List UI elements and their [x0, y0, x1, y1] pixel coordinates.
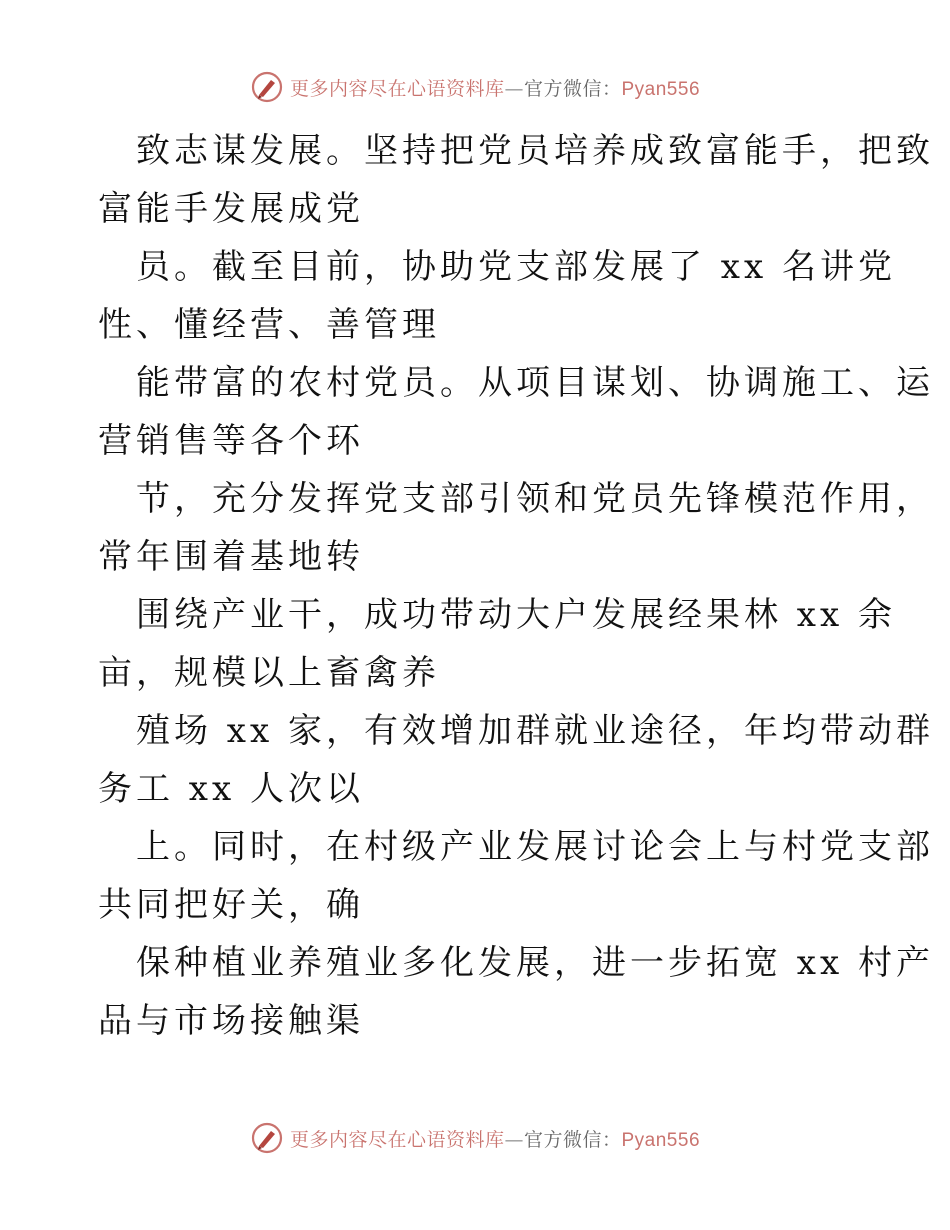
- text-line: 品与市场接触渠: [98, 1001, 364, 1041]
- footer-text: [290, 1125, 700, 1152]
- document-body: [98, 122, 934, 1050]
- header-wechat-label: 官方微信：: [523, 77, 622, 100]
- text-line: 节，充分发挥党支部引领和党员先锋模范作用，: [136, 479, 934, 519]
- text-line: 共同把好关，确: [98, 885, 364, 925]
- text-line: 保种植业养殖业多化发展，进一步拓宽 xx 村产: [136, 943, 934, 983]
- text-line: 员。截至目前，协助党支部发展了 xx 名讲党: [136, 247, 896, 287]
- header-banner: [0, 70, 950, 104]
- header-text: [290, 74, 700, 101]
- text-line: 围绕产业干，成功带动大户发展经果林 xx 余: [136, 595, 896, 635]
- text-line: 上。同时，在村级产业发展讨论会上与村党支部: [136, 827, 934, 867]
- pen-logo-icon: [250, 1121, 284, 1155]
- text-line: 殖场 xx 家，有效增加群就业途径，年均带动群: [136, 711, 934, 751]
- header-separator: —: [504, 77, 524, 100]
- text-line: 常年围着基地转: [98, 537, 364, 577]
- footer-separator: —: [504, 1128, 524, 1151]
- text-line: 营销售等各个环: [98, 421, 364, 461]
- header-wechat-id: Pyan556: [621, 78, 701, 100]
- text-line: 能带富的农村党员。从项目谋划、协调施工、运: [136, 363, 934, 403]
- footer-wechat-label: 官方微信：: [523, 1128, 622, 1151]
- footer-banner: [0, 1121, 950, 1155]
- text-line: 致志谋发展。坚持把党员培养成致富能手，把致: [136, 131, 934, 171]
- header-site-text: 更多内容尽在心语资料库: [289, 77, 505, 100]
- footer-site-text: 更多内容尽在心语资料库: [289, 1128, 505, 1151]
- text-line: 性、懂经营、善管理: [98, 305, 440, 345]
- text-line: 务工 xx 人次以: [98, 769, 364, 809]
- text-line: 亩，规模以上畜禽养: [98, 653, 440, 693]
- footer-wechat-id: Pyan556: [621, 1129, 701, 1151]
- pen-logo-icon: [250, 70, 284, 104]
- text-line: 富能手发展成党: [98, 189, 364, 229]
